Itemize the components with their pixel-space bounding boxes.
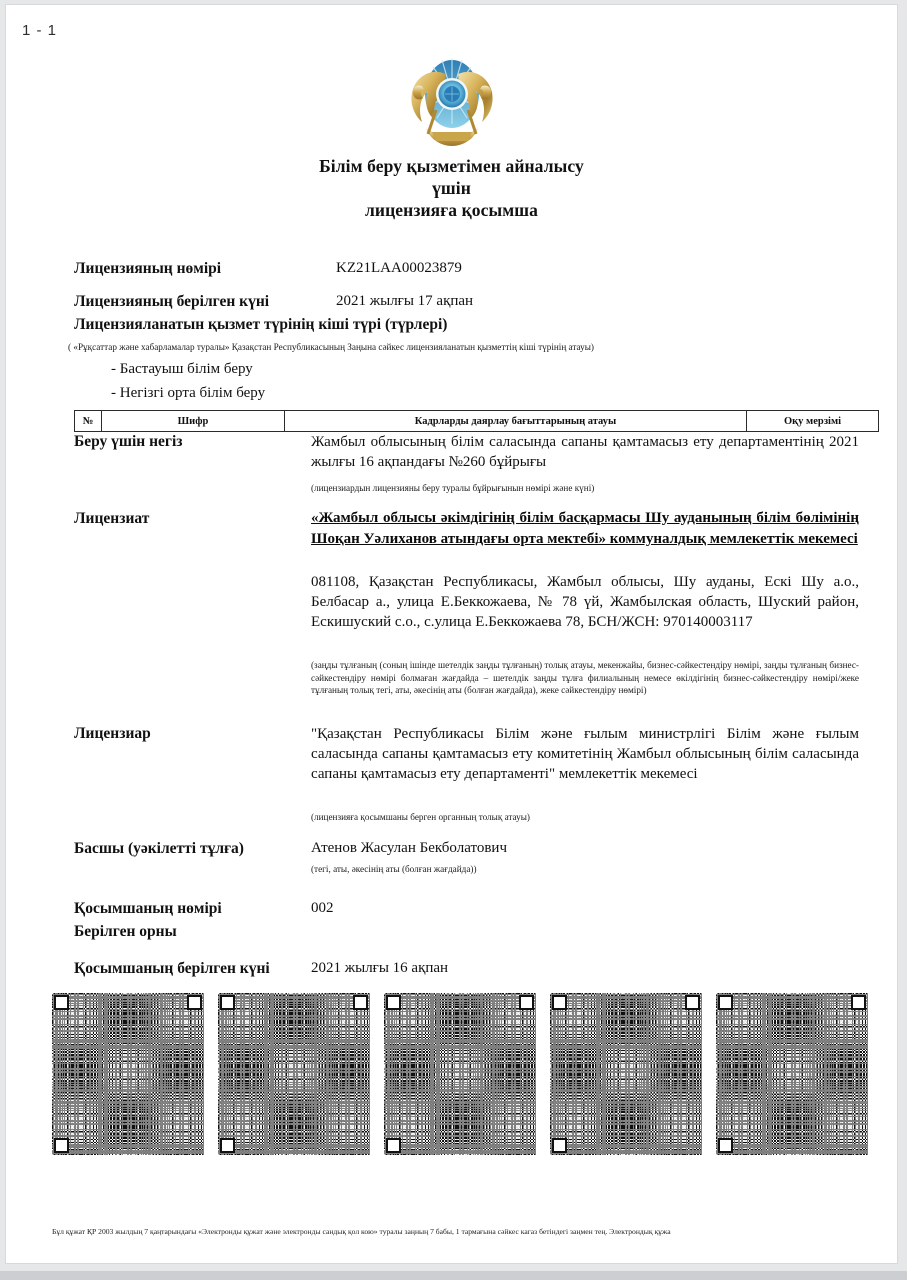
qr-code [52,993,204,1155]
table-col-study-term: Оқу мерзімі [747,411,879,432]
licensor-value: "Қазақстан Республикасы Білім және ғылым министрлігі Білім және ғылым саласында сапаны қамтамасыз ету комитетінің Жамбыл облысының білім саласында сапаны қамтамасыз ету департаменті" мемлекеттік мекемесі [311,726,859,782]
document-page [6,5,897,1263]
license-number-label: Лицензияның нөмірі [74,260,222,277]
qr-code [218,993,370,1155]
document-title [6,155,897,221]
emblem-container [6,48,897,157]
licensee-address: 081108, Қазақстан Республикасы, Жамбыл облысы, Шу ауданы, Ескі Шу а.о., Белбасар а., улица Е.Беккожаева, № 78 үй, Жамбылская область, Шуский район, Ескишуский с.о., с.улица Е.Беккожаева 78, БСН/ЖСН: 970140003117 [311,574,859,630]
appendix-date-value: 2021 жылғы 16 ақпан [311,960,449,976]
qr-code [716,993,868,1155]
footer-legal-note: Бұл құжат ҚР 2003 жылдың 7 қаңтарындағы «Электронды құжат және электронды сандық қол кою» туралы заңның 7 бабы, 1 тармағына сәйкес кагаз бетіндегі заңмен тең. Электрондық құжа [52,1227,671,1236]
licensor-label: Лицензиар [74,725,151,742]
viewer-bottom-bar [0,1271,907,1280]
qr-code [550,993,702,1155]
activity-subtype-item-2: - Негізгі орта білім беру [111,385,266,401]
licensor-note: (лицензияға қосымшаны берген органның толық атауы) [311,812,530,822]
activity-subtype-note: ( «Рұқсаттар және хабарламалар туралы» Қазақстан Республикасының Заңына сәйкес лицензияланатын қызметтің кіші түрінің атауы) [68,342,594,352]
title-line-2: үшін [432,178,471,198]
specialities-table [74,410,879,432]
field-license-date [74,293,858,311]
licensee-note: (заңды тұлғаның (соның ішінде шетелдік заңды тұлғаның) толық атауы, мекенжайы, бизнес-сәйкестендіру нөмірі, заңды тұлғаның бизнес-сәйкестендіру нөмірі болмаған жағдайда – шетелдік заңды тұлға филиалының немесе өкілдігінің бизнес-сәйкестендіру нөмірі/жеке тұлғаның толық тегі, аты, әкесінің аты (болған жағдайда), жеке сәйкестендіру нөмірі) [311,660,859,695]
table-col-code: Шифр [102,411,285,432]
head-value: Атенов Жасулан Бекболатович [311,840,507,856]
table-col-training-name: Кадрларды даярлау бағыттарының атауы [285,411,747,432]
license-date-value: 2021 жылғы 17 ақпан [336,293,474,309]
activity-subtype-item-1: - Бастауыш білім беру [111,361,253,377]
head-label: Басшы (уәкілетті тұлға) [74,840,244,857]
kazakhstan-state-emblem-icon [402,48,502,152]
basis-label: Беру үшін негіз [74,433,183,450]
title-line-3: лицензияға қосымша [365,200,538,220]
head-note: (тегі, аты, әкесінің аты (болған жағдайда)) [311,864,477,874]
field-activity-subtype [74,316,858,334]
basis-note: (лицензиардын лицензияны беру туралы бұйрығынын нөмірі және күні) [311,483,595,493]
table-header-row [75,411,879,432]
issue-place-label: Берілген орны [74,923,177,940]
licensee-label: Лицензиат [74,510,150,527]
field-license-number [74,260,858,278]
page-number-label: 1 - 1 [22,22,58,39]
activity-subtype-label: Лицензияланатын қызмет түрінің кіші түрі (түрлері) [74,316,448,333]
qr-code [384,993,536,1155]
appendix-number-value: 002 [311,900,334,916]
license-date-label: Лицензияның берілген күні [74,293,270,310]
appendix-date-label: Қосымшаның берілген күні [74,960,270,977]
title-line-1: Білім беру қызметімен айналысу [319,156,584,176]
appendix-number-label: Қосымшаның нөмірі [74,900,222,917]
licensee-name: «Жамбыл облысы әкімдігінің білім басқармасы Шу ауданының білім бөлімінің Шоқан Уәлиханов атындағы орта мектебі» коммуналдық мемлекеттік мекемесі [311,510,859,547]
qr-code-row [52,993,868,1155]
table-col-number: № [75,411,102,432]
license-number-value: KZ21LAA00023879 [336,260,462,276]
basis-value: Жамбыл облысының білім саласында сапаны қамтамасыз ету департаментінің 2021 жылғы 16 ақпандағы №260 бұйрығы [311,434,859,470]
